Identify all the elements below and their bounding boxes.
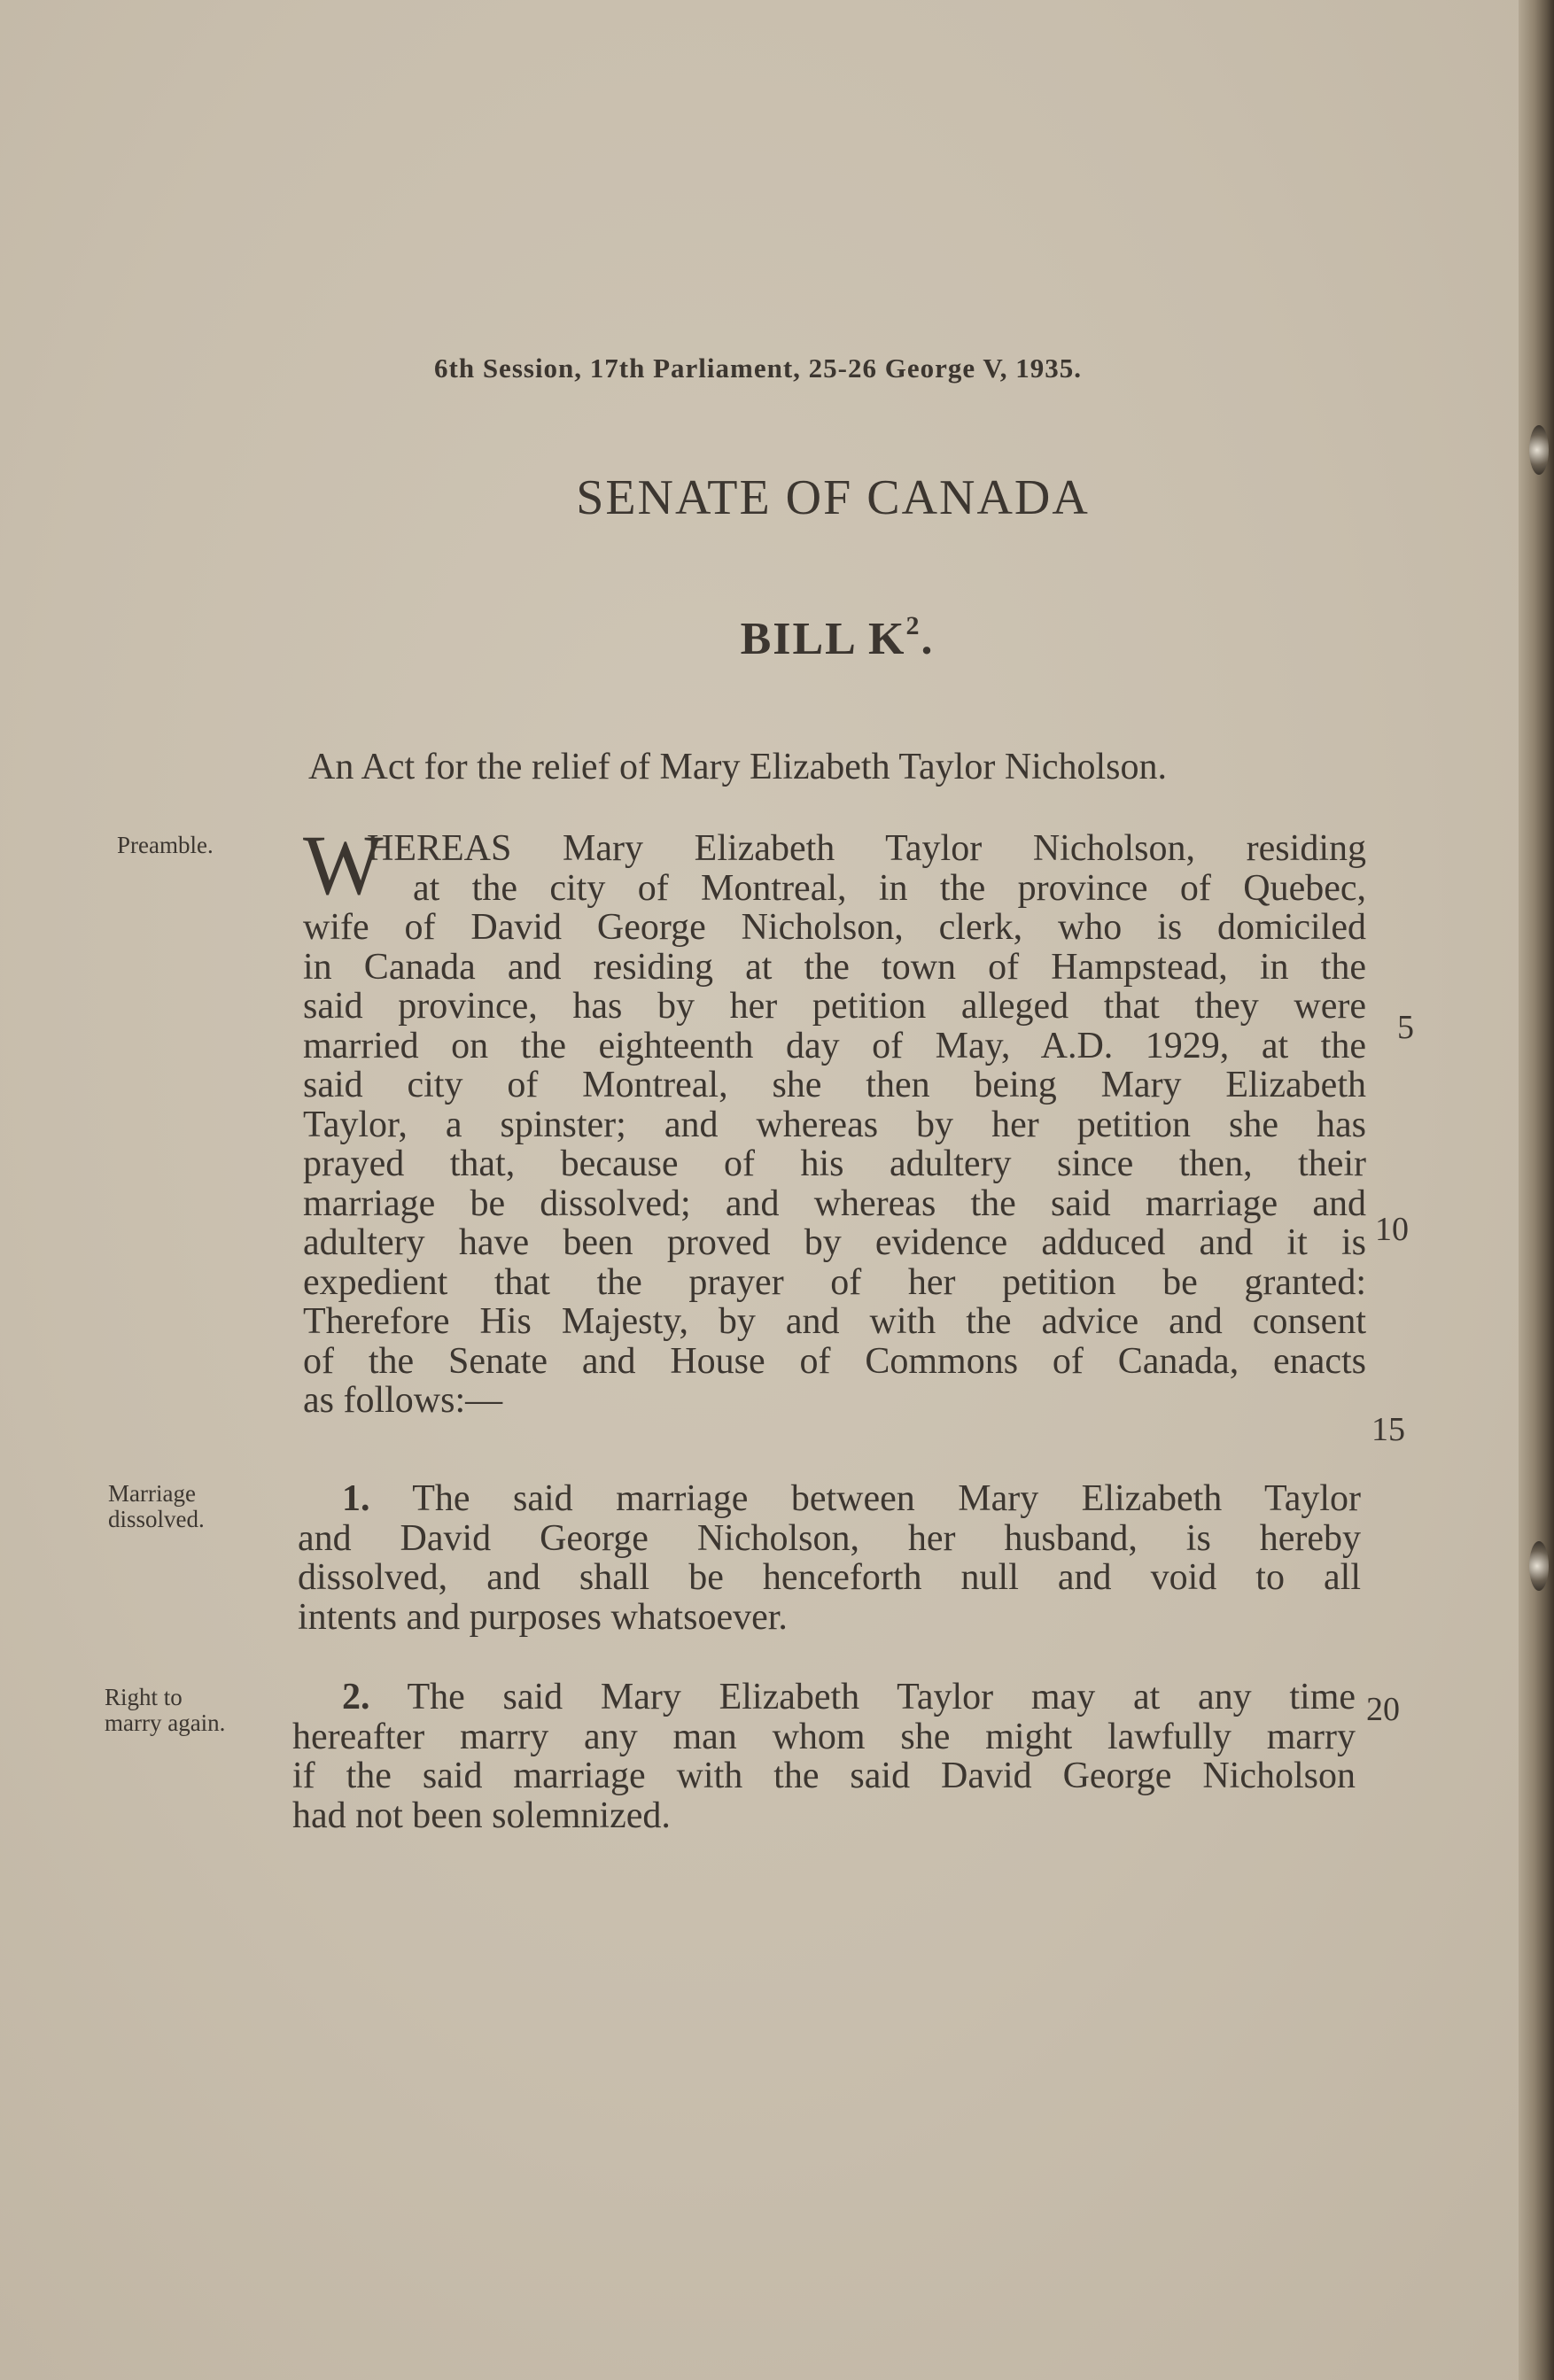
preamble-line: as follows:— [303, 1380, 503, 1421]
preamble-line: Therefore His Majesty, by and with the advice and consent [303, 1301, 1366, 1342]
section-1-first-line [298, 1479, 1361, 1519]
preamble-line: in Canada and residing at the town of Hampstead, in the [303, 946, 1366, 988]
line-number-10: 10 [1375, 1211, 1409, 1248]
bill-label: BILL K [740, 614, 906, 664]
section-line: hereafter marry any man whom she might lawfully marry [292, 1716, 1356, 1757]
line-number-20: 20 [1366, 1691, 1400, 1728]
margin-note-preamble: Preamble. [117, 832, 214, 858]
section-line: The said marriage between Mary Elizabeth Taylor [412, 1478, 1361, 1519]
preamble-line: Taylor, a spinster; and whereas by her petition she has [303, 1104, 1366, 1145]
preamble-line: expedient that the prayer of her petition be granted: [303, 1261, 1366, 1303]
preamble-line: HEREAS Mary Elizabeth Taylor Nicholson, residing [367, 828, 1366, 869]
section-number: 2. [342, 1677, 370, 1717]
preamble-line: prayed that, because of his adultery since then, their [303, 1143, 1366, 1184]
section-line: had not been solemnized. [292, 1795, 671, 1836]
preamble-line: of the Senate and House of Commons of Canada, enacts [303, 1340, 1366, 1382]
bill-period: . [921, 614, 935, 664]
section-1 [298, 1479, 1361, 1637]
margin-note-right-to-marry [105, 1685, 282, 1736]
preamble-line: marriage be dissolved; and whereas the said marriage and [303, 1182, 1366, 1224]
preamble-paragraph [303, 818, 1366, 1421]
section-line: if the said marriage with the said David George Nicholson [292, 1756, 1356, 1796]
margin-note-line: Right to [105, 1684, 183, 1710]
preamble-first-lines [303, 818, 1366, 912]
section-line: dissolved, and shall be henceforth null and void to all [298, 1557, 1361, 1598]
margin-note-line: Marriage [108, 1480, 196, 1507]
preamble-line: said province, has by her petition alleged that they were [303, 986, 1366, 1027]
section-number: 1. [342, 1478, 370, 1519]
line-number-5: 5 [1397, 1009, 1414, 1046]
preamble-line: married on the eighteenth day of May, A.D. 1929, at the [303, 1025, 1366, 1066]
binding-staple [1529, 425, 1549, 475]
binding-edge [1519, 0, 1554, 2380]
bill-superscript: 2 [905, 611, 921, 640]
preamble-line: adultery have been proved by evidence adduced and it is [303, 1222, 1366, 1263]
section-2 [292, 1678, 1356, 1835]
drop-cap: W [303, 818, 384, 912]
bill-title [0, 611, 1554, 665]
section-line: The said Mary Elizabeth Taylor may at any time [407, 1677, 1356, 1717]
margin-note-line: dissolved. [108, 1506, 205, 1532]
preamble-line: wife of David George Nicholson, clerk, who is domiciled [303, 907, 1366, 948]
act-title: An Act for the relief of Mary Elizabeth Taylor Nicholson. [308, 747, 1167, 787]
section-2-first-line [292, 1678, 1356, 1717]
preamble-line: said city of Montreal, she then being Mary Elizabeth [303, 1065, 1366, 1105]
senate-title: SENATE OF CANADA [576, 470, 1090, 525]
binding-staple [1529, 1541, 1549, 1591]
session-header: 6th Session, 17th Parliament, 25-26 George V, 1935. [434, 353, 1082, 384]
margin-note-marriage-dissolved [108, 1481, 285, 1532]
preamble-line: at the city of Montreal, in the province of Quebec, [413, 867, 1366, 909]
section-line: intents and purposes whatsoever. [298, 1596, 788, 1638]
margin-note-line: marry again. [105, 1709, 226, 1736]
line-number-15: 15 [1371, 1411, 1405, 1448]
section-line: and David George Nicholson, her husband, is hereby [298, 1517, 1361, 1559]
